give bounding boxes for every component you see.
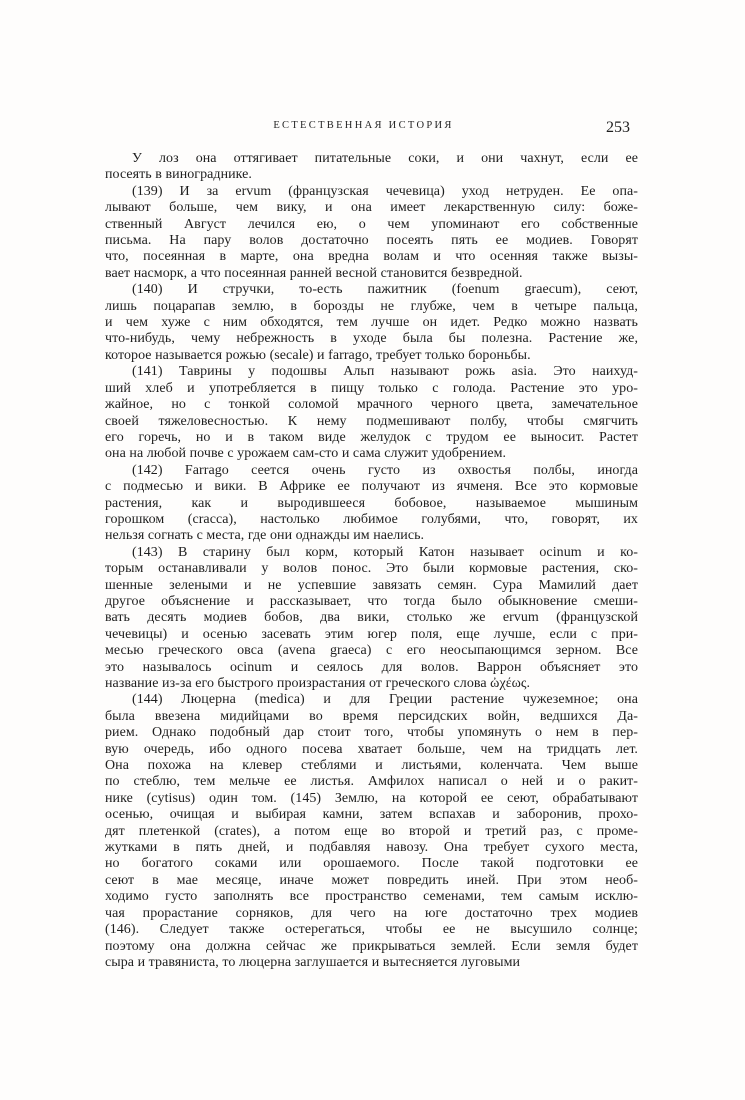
text-line: по стеблю, тем мельче ее листья. Амфилох написал о ней и о ракит- — [105, 774, 638, 790]
text-line: нельзя согнать с места, где они однажды им наелись. — [105, 528, 425, 544]
text-line: осенью, очищая и выбирая камни, затем вспахав и заборонив, прохо- — [105, 807, 638, 823]
text-line: шенные зелеными и не успевшие завязать семян. Сура Мамилий дает — [105, 577, 638, 593]
text-line: ходимо густо заполнять все пространство семенами, тем самым исклю- — [105, 889, 638, 905]
text-line: жайное, но с тонкой соломой мрачного черного цвета, замечательное — [105, 397, 638, 413]
text-line: вую очередь, ибо одного посева хватает больше, чем на тридцать лет. — [105, 741, 638, 757]
text-line: месью греческого овса (avena graeca) с его неосыпающимся зерном. Все — [105, 643, 638, 659]
text-line: сыра и травяниста, то люцерна заглушается и вытесняется луговыми — [105, 954, 521, 970]
text-line: была ввезена мидийцами во время персидских войн, ведшихся Да- — [105, 708, 638, 724]
running-header: ЕСТЕСТВЕННАЯ ИСТОРИЯ — [273, 120, 454, 131]
paragraph — [105, 463, 638, 545]
text-line: она на любой почве с урожаем сам-сто и сама служит удобрением. — [105, 446, 507, 462]
text-line: и чем хуже с ним обходятся, тем лучше он идет. Редко можно назвать — [105, 315, 638, 331]
text-line: рием. Однако подобный дар стоит того, чтобы упомянуть о нем в пер- — [105, 725, 638, 741]
text-line: ший хлеб и употребляется в пищу только с голода. Растение это уро- — [105, 380, 638, 396]
text-line: (143) В старину был корм, который Катон называет ocinum и ко- — [132, 544, 638, 560]
text-line: торым останавливали у волов понос. Это были кормовые растения, ско- — [105, 561, 638, 577]
text-line: но богатого соками или орошаемого. После такой подготовки ее — [105, 856, 638, 872]
text-line: нике (cytisus) один том. (145) Землю, на которой ее сеют, обрабатывают — [105, 790, 638, 806]
text-line: это называлось ocinum и сеялось для волов. Варрон объясняет это — [105, 659, 638, 675]
text-line: (139) И за ervum (французская чечевица) уход нетруден. Ее опа- — [132, 183, 638, 199]
text-line: (144) Люцерна (medica) и для Греции растение чужеземное; она — [132, 692, 638, 708]
paragraph — [105, 692, 638, 971]
text-line: другое объяснение и рассказывает, что тогда было обыкновение смеши- — [105, 593, 638, 609]
text-line: (142) Farrago сеется очень густо из охвостья полбы, иногда — [132, 462, 638, 478]
text-line: с подмесью и вики. В Африке ее получают из ячменя. Все это кормовые — [105, 479, 638, 495]
text-line: лывают больше, чем вику, и она имеет лекарственную силу: боже- — [105, 200, 638, 216]
text-line: лишь поцарапав землю, в борозды не глубже, чем в четыре пальца, — [105, 298, 638, 314]
paragraph — [105, 282, 638, 364]
text-line: название из-за его быстрого произрастания от греческого слова ὠχέως. — [105, 676, 531, 691]
text-block — [105, 151, 638, 971]
paragraph — [105, 364, 638, 462]
text-line: поэтому она должна сейчас же прикрываться землей. Если земля будет — [105, 938, 638, 954]
text-line: ственный Август лечился ею, о чем упоминают его собственные — [105, 216, 638, 232]
text-line: вает насморк, а что посеянная ранней весной становится безвредной. — [105, 265, 523, 281]
text-line: дят плетенкой (crates), а потом еще во второй и третий раз, с проме- — [105, 823, 638, 839]
text-line: вать десять модиев бобов, два вики, столько же ervum (французской — [105, 610, 638, 626]
text-line: что-нибудь, чему небрежность в уходе была бы полезна. Растение же, — [105, 331, 638, 347]
text-line: чая прорастание сорняков, для чего на юге достаточно трех модиев — [105, 905, 638, 921]
text-line: письма. На пару волов достаточно посеять пять ее модиев. Говорят — [105, 233, 638, 249]
text-line: чечевицы) и осенью засевать этим югер поля, еще лучше, если с при- — [105, 626, 638, 642]
page-number: 253 — [606, 119, 630, 136]
text-line: которое называется рожью (secale) и farrago, требует только бороньбы. — [105, 347, 531, 363]
text-line: его горечь, но и в таком виде желудок с трудом ее выносит. Растет — [105, 429, 638, 445]
text-line: жутками в пять дней, и подбавляя навозу. Она требует сухого места, — [105, 840, 638, 856]
text-line: что, посеянная в марте, она вредна волам и что осенняя также вызы- — [105, 249, 638, 265]
text-line: (141) Таврины у подошвы Альп называют рожь asia. Это наихуд- — [132, 364, 638, 380]
paragraph — [105, 184, 638, 282]
paragraph — [105, 151, 638, 184]
text-line: У лоз она оттягивает питательные соки, и они чахнут, если ее — [132, 151, 638, 166]
text-line: сеют в мае месяце, иначе может повредить иней. При этом необ- — [105, 872, 638, 888]
text-line: (140) И стручки, то-есть пажитник (foenum graecum), сеют, — [132, 282, 638, 298]
paragraph — [105, 545, 638, 693]
text-line: посеять в винограднике. — [105, 167, 252, 183]
text-line: Она похожа на клевер стеблями и листьями, коленчата. Чем выше — [105, 758, 638, 774]
text-line: своей тяжеловесностью. К нему подмешивают полбу, чтобы смягчить — [105, 413, 638, 429]
text-line: растения, как и выродившееся бобовое, называемое мышиным — [105, 495, 638, 511]
text-line: (146). Следует также остерегаться, чтобы ее не высушило солнце; — [105, 922, 638, 938]
text-line: горошком (cracca), настолько любимое голубями, что, говорят, их — [105, 511, 638, 527]
